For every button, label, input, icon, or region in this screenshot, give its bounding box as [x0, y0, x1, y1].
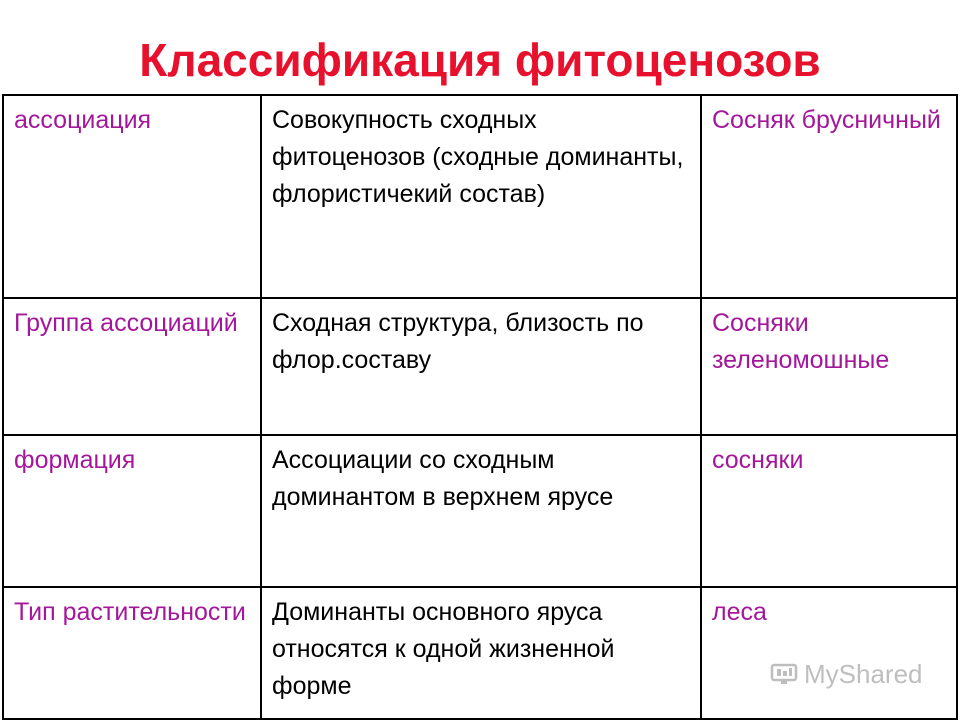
description-cell: Ассоциации со сходным доминантом в верхнем ярусе — [261, 435, 701, 587]
example-cell: Сосняки зеленомошные — [701, 298, 957, 435]
table-row — [3, 587, 957, 719]
watermark-text: MyShared — [804, 658, 923, 689]
example-cell: леса — [701, 587, 957, 719]
myshared-logo-icon — [770, 662, 798, 686]
description-cell: Совокупность сходных фитоценозов (сходные доминанты, флористичекий состав) — [261, 95, 701, 298]
table-row — [3, 95, 957, 298]
table-row — [3, 435, 957, 587]
example-cell: Сосняк брусничный — [701, 95, 957, 298]
page-title: Классификация фитоценозов — [139, 34, 821, 86]
description-cell: Доминанты основного яруса относятся к одной жизненной форме — [261, 587, 701, 719]
table-row — [3, 298, 957, 435]
level-cell: Группа ассоциаций — [3, 298, 261, 435]
level-cell: ассоциация — [3, 95, 261, 298]
watermark — [770, 658, 923, 690]
example-cell: сосняки — [701, 435, 957, 587]
description-cell: Сходная структура, близость по флор.составу — [261, 298, 701, 435]
level-cell: формация — [3, 435, 261, 587]
classification-table — [2, 94, 958, 720]
level-cell: Тип растительности — [3, 587, 261, 719]
